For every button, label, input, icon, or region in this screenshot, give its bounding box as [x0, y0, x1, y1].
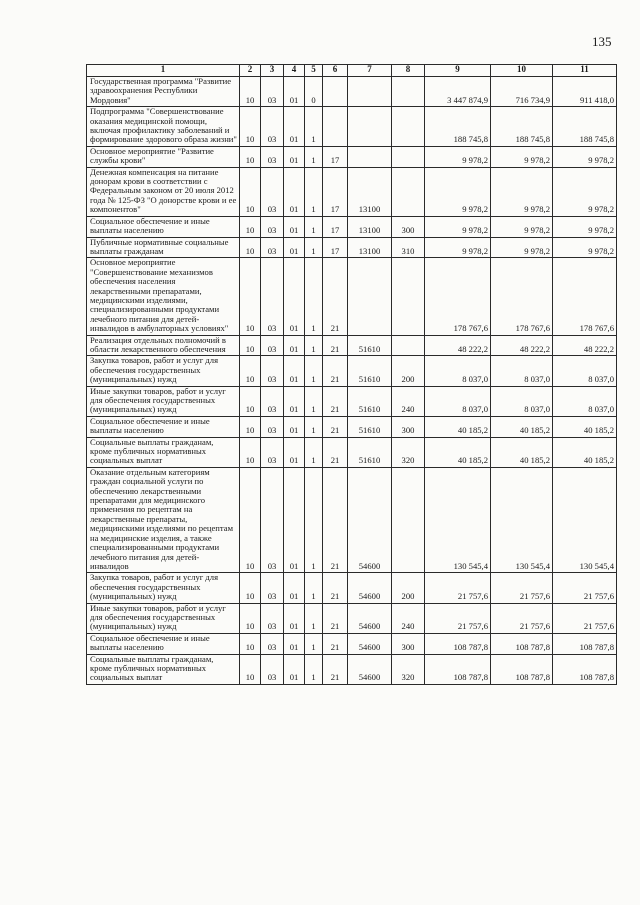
row-value-cell: 01	[284, 335, 305, 356]
row-value-cell: 130 545,4	[491, 467, 553, 572]
header-cell: 8	[392, 65, 425, 77]
table-row	[87, 335, 617, 356]
row-value-cell: 178 767,6	[491, 258, 553, 335]
row-value-cell: 1	[305, 167, 323, 216]
table-row	[87, 146, 617, 167]
row-name-cell: Иные закупки товаров, работ и услуг для обеспечения государственных (муниципальных) нужд	[87, 603, 240, 633]
row-value-cell: 1	[305, 356, 323, 386]
row-value-cell	[348, 77, 392, 107]
row-value-cell: 03	[261, 633, 284, 654]
row-value-cell: 03	[261, 146, 284, 167]
row-value-cell: 13100	[348, 216, 392, 237]
row-name-cell: Социальные выплаты гражданам, кроме публичных нормативных социальных выплат	[87, 654, 240, 684]
row-value-cell: 01	[284, 416, 305, 437]
row-value-cell: 9 978,2	[491, 146, 553, 167]
row-value-cell: 10	[240, 603, 261, 633]
row-value-cell: 01	[284, 654, 305, 684]
row-value-cell: 01	[284, 146, 305, 167]
row-value-cell: 8 037,0	[425, 386, 491, 416]
row-value-cell: 10	[240, 107, 261, 147]
row-value-cell: 10	[240, 237, 261, 258]
row-value-cell	[392, 258, 425, 335]
row-value-cell: 01	[284, 356, 305, 386]
budget-table	[86, 64, 617, 685]
row-value-cell: 01	[284, 467, 305, 572]
table-row	[87, 573, 617, 603]
row-value-cell: 1	[305, 633, 323, 654]
row-value-cell: 21	[323, 633, 348, 654]
row-value-cell: 9 978,2	[553, 146, 617, 167]
row-value-cell: 21	[323, 654, 348, 684]
row-value-cell: 10	[240, 167, 261, 216]
table-row	[87, 77, 617, 107]
row-value-cell: 9 978,2	[553, 216, 617, 237]
row-value-cell: 10	[240, 416, 261, 437]
row-value-cell: 17	[323, 167, 348, 216]
row-value-cell: 1	[305, 416, 323, 437]
row-value-cell: 03	[261, 107, 284, 147]
row-value-cell: 01	[284, 107, 305, 147]
row-value-cell: 54600	[348, 467, 392, 572]
row-name-cell: Основное мероприятие "Совершенствование механизмов обеспечения населения лекарственными препаратами, медицинскими изделиями, специализированными продуктами лечебного питания для детей-инвалидов в амбулаторных условиях"	[87, 258, 240, 335]
row-value-cell	[323, 77, 348, 107]
row-value-cell: 01	[284, 216, 305, 237]
row-value-cell: 03	[261, 335, 284, 356]
row-name-cell: Денежная компенсация на питание донорам крови в соответствии с Федеральным законом от 20 июля 2012 года № 125-ФЗ "О донорстве крови и ее компонентов"	[87, 167, 240, 216]
row-value-cell: 320	[392, 437, 425, 467]
row-value-cell: 108 787,8	[491, 633, 553, 654]
row-value-cell	[348, 146, 392, 167]
row-value-cell: 03	[261, 216, 284, 237]
row-value-cell: 03	[261, 237, 284, 258]
row-value-cell: 03	[261, 603, 284, 633]
row-name-cell: Оказание отдельным категориям граждан социальной услуги по обеспечению лекарственными препаратами для медицинского применения по рецептам на лекарственные препараты, медицинскими изделиями по рецептам на медицинские изделия, а также специализированными продуктами лечебного питания для детей-инвалидов	[87, 467, 240, 572]
row-value-cell: 188 745,8	[425, 107, 491, 147]
row-value-cell: 130 545,4	[425, 467, 491, 572]
row-value-cell: 130 545,4	[553, 467, 617, 572]
row-value-cell: 21	[323, 258, 348, 335]
row-value-cell: 01	[284, 237, 305, 258]
header-cell: 4	[284, 65, 305, 77]
table-row	[87, 633, 617, 654]
row-name-cell: Закупка товаров, работ и услуг для обеспечения государственных (муниципальных) нужд	[87, 573, 240, 603]
row-value-cell: 108 787,8	[425, 654, 491, 684]
row-value-cell: 40 185,2	[491, 437, 553, 467]
table-row	[87, 216, 617, 237]
header-cell: 3	[261, 65, 284, 77]
row-value-cell: 13100	[348, 237, 392, 258]
table-row	[87, 107, 617, 147]
row-value-cell: 1	[305, 386, 323, 416]
row-value-cell: 1	[305, 467, 323, 572]
row-value-cell: 48 222,2	[553, 335, 617, 356]
row-value-cell: 21	[323, 386, 348, 416]
row-value-cell: 3 447 874,9	[425, 77, 491, 107]
row-value-cell: 21	[323, 437, 348, 467]
row-value-cell: 51610	[348, 437, 392, 467]
row-value-cell: 10	[240, 386, 261, 416]
row-value-cell: 1	[305, 107, 323, 147]
row-value-cell: 13100	[348, 167, 392, 216]
row-value-cell: 01	[284, 437, 305, 467]
header-cell: 5	[305, 65, 323, 77]
row-value-cell: 108 787,8	[491, 654, 553, 684]
row-value-cell	[392, 167, 425, 216]
page-number: 135	[592, 34, 612, 49]
row-value-cell: 9 978,2	[553, 167, 617, 216]
row-value-cell: 01	[284, 573, 305, 603]
row-name-cell: Публичные нормативные социальные выплаты гражданам	[87, 237, 240, 258]
row-value-cell: 21 757,6	[425, 603, 491, 633]
row-value-cell: 51610	[348, 416, 392, 437]
row-value-cell: 10	[240, 216, 261, 237]
row-value-cell: 10	[240, 77, 261, 107]
table-row	[87, 467, 617, 572]
row-name-cell: Основное мероприятие "Развитие службы крови"	[87, 146, 240, 167]
row-value-cell: 320	[392, 654, 425, 684]
table-row	[87, 386, 617, 416]
row-value-cell: 01	[284, 603, 305, 633]
row-value-cell: 21	[323, 416, 348, 437]
row-name-cell: Социальное обеспечение и иные выплаты населению	[87, 633, 240, 654]
row-value-cell: 01	[284, 386, 305, 416]
row-value-cell: 300	[392, 633, 425, 654]
row-value-cell: 01	[284, 258, 305, 335]
row-value-cell: 9 978,2	[425, 167, 491, 216]
row-value-cell: 21	[323, 335, 348, 356]
row-value-cell	[392, 335, 425, 356]
row-value-cell: 03	[261, 416, 284, 437]
row-value-cell: 8 037,0	[491, 386, 553, 416]
row-value-cell	[323, 107, 348, 147]
row-value-cell: 54600	[348, 603, 392, 633]
row-value-cell: 21	[323, 467, 348, 572]
row-value-cell: 17	[323, 237, 348, 258]
row-value-cell: 240	[392, 603, 425, 633]
row-value-cell: 188 745,8	[553, 107, 617, 147]
row-value-cell	[392, 77, 425, 107]
row-value-cell: 108 787,8	[425, 633, 491, 654]
row-value-cell: 03	[261, 467, 284, 572]
row-name-cell: Закупка товаров, работ и услуг для обеспечения государственных (муниципальных) нужд	[87, 356, 240, 386]
row-value-cell: 03	[261, 386, 284, 416]
row-value-cell: 1	[305, 237, 323, 258]
row-value-cell: 1	[305, 573, 323, 603]
row-value-cell: 716 734,9	[491, 77, 553, 107]
row-value-cell: 48 222,2	[491, 335, 553, 356]
row-value-cell: 9 978,2	[425, 237, 491, 258]
table-row	[87, 258, 617, 335]
row-value-cell: 10	[240, 654, 261, 684]
table-row	[87, 237, 617, 258]
row-value-cell: 9 978,2	[553, 237, 617, 258]
row-value-cell: 40 185,2	[553, 437, 617, 467]
row-value-cell: 21 757,6	[491, 573, 553, 603]
row-value-cell: 10	[240, 146, 261, 167]
row-name-cell: Социальные выплаты гражданам, кроме публичных нормативных социальных выплат	[87, 437, 240, 467]
row-value-cell: 03	[261, 167, 284, 216]
row-value-cell: 1	[305, 335, 323, 356]
header-cell: 6	[323, 65, 348, 77]
table-row	[87, 437, 617, 467]
row-value-cell: 10	[240, 467, 261, 572]
row-value-cell: 9 978,2	[491, 216, 553, 237]
table-row	[87, 356, 617, 386]
row-value-cell: 188 745,8	[491, 107, 553, 147]
row-value-cell: 40 185,2	[425, 416, 491, 437]
header-cell: 11	[553, 65, 617, 77]
row-value-cell: 03	[261, 654, 284, 684]
row-value-cell: 8 037,0	[425, 356, 491, 386]
row-value-cell: 40 185,2	[425, 437, 491, 467]
header-row	[87, 65, 617, 77]
row-value-cell: 108 787,8	[553, 633, 617, 654]
row-value-cell: 54600	[348, 654, 392, 684]
row-value-cell: 9 978,2	[491, 167, 553, 216]
row-value-cell: 10	[240, 356, 261, 386]
row-value-cell: 178 767,6	[425, 258, 491, 335]
row-value-cell	[392, 107, 425, 147]
row-name-cell: Государственная программа "Развитие здравоохранения Республики Мордовия"	[87, 77, 240, 107]
row-name-cell: Подпрограмма "Совершенствование оказания медицинской помощи, включая профилактику заболеваний и формирование здорового образа жизни"	[87, 107, 240, 147]
row-value-cell: 51610	[348, 386, 392, 416]
row-value-cell: 01	[284, 633, 305, 654]
row-value-cell: 1	[305, 146, 323, 167]
row-value-cell: 108 787,8	[553, 654, 617, 684]
row-value-cell: 10	[240, 633, 261, 654]
header-cell: 2	[240, 65, 261, 77]
row-value-cell: 10	[240, 335, 261, 356]
table-row	[87, 416, 617, 437]
row-value-cell: 51610	[348, 335, 392, 356]
row-value-cell: 8 037,0	[491, 356, 553, 386]
row-value-cell: 200	[392, 356, 425, 386]
row-value-cell: 9 978,2	[425, 146, 491, 167]
row-value-cell: 300	[392, 416, 425, 437]
row-value-cell: 911 418,0	[553, 77, 617, 107]
row-value-cell	[348, 107, 392, 147]
row-value-cell	[392, 146, 425, 167]
row-value-cell: 17	[323, 216, 348, 237]
header-cell: 1	[87, 65, 240, 77]
row-value-cell: 51610	[348, 356, 392, 386]
row-value-cell: 200	[392, 573, 425, 603]
row-value-cell: 178 767,6	[553, 258, 617, 335]
table-row	[87, 654, 617, 684]
row-name-cell: Социальное обеспечение и иные выплаты населению	[87, 216, 240, 237]
row-value-cell: 48 222,2	[425, 335, 491, 356]
row-value-cell: 1	[305, 654, 323, 684]
row-value-cell: 21	[323, 573, 348, 603]
row-value-cell: 1	[305, 258, 323, 335]
row-value-cell: 01	[284, 77, 305, 107]
header-cell: 10	[491, 65, 553, 77]
row-name-cell: Реализация отдельных полномочий в области лекарственного обеспечения	[87, 335, 240, 356]
row-value-cell: 03	[261, 573, 284, 603]
row-value-cell: 300	[392, 216, 425, 237]
row-value-cell: 0	[305, 77, 323, 107]
table-row	[87, 167, 617, 216]
row-value-cell: 54600	[348, 573, 392, 603]
row-value-cell: 9 978,2	[491, 237, 553, 258]
row-value-cell: 1	[305, 216, 323, 237]
row-value-cell: 21 757,6	[553, 573, 617, 603]
row-value-cell: 03	[261, 356, 284, 386]
row-value-cell: 03	[261, 258, 284, 335]
table-row	[87, 603, 617, 633]
row-name-cell: Социальное обеспечение и иные выплаты населению	[87, 416, 240, 437]
row-value-cell	[348, 258, 392, 335]
row-value-cell: 21 757,6	[491, 603, 553, 633]
row-value-cell: 40 185,2	[491, 416, 553, 437]
row-value-cell: 10	[240, 437, 261, 467]
row-value-cell: 240	[392, 386, 425, 416]
row-value-cell: 54600	[348, 633, 392, 654]
header-cell: 7	[348, 65, 392, 77]
row-name-cell: Иные закупки товаров, работ и услуг для обеспечения государственных (муниципальных) нужд	[87, 386, 240, 416]
row-value-cell: 21 757,6	[425, 573, 491, 603]
row-value-cell: 1	[305, 437, 323, 467]
row-value-cell: 21 757,6	[553, 603, 617, 633]
row-value-cell: 310	[392, 237, 425, 258]
row-value-cell: 10	[240, 573, 261, 603]
row-value-cell: 17	[323, 146, 348, 167]
row-value-cell: 9 978,2	[425, 216, 491, 237]
row-value-cell: 21	[323, 356, 348, 386]
row-value-cell: 8 037,0	[553, 386, 617, 416]
row-value-cell: 21	[323, 603, 348, 633]
row-value-cell: 1	[305, 603, 323, 633]
row-value-cell: 8 037,0	[553, 356, 617, 386]
row-value-cell: 10	[240, 258, 261, 335]
row-value-cell: 03	[261, 437, 284, 467]
row-value-cell: 03	[261, 77, 284, 107]
row-value-cell: 01	[284, 167, 305, 216]
row-value-cell	[392, 467, 425, 572]
row-value-cell: 40 185,2	[553, 416, 617, 437]
header-cell: 9	[425, 65, 491, 77]
